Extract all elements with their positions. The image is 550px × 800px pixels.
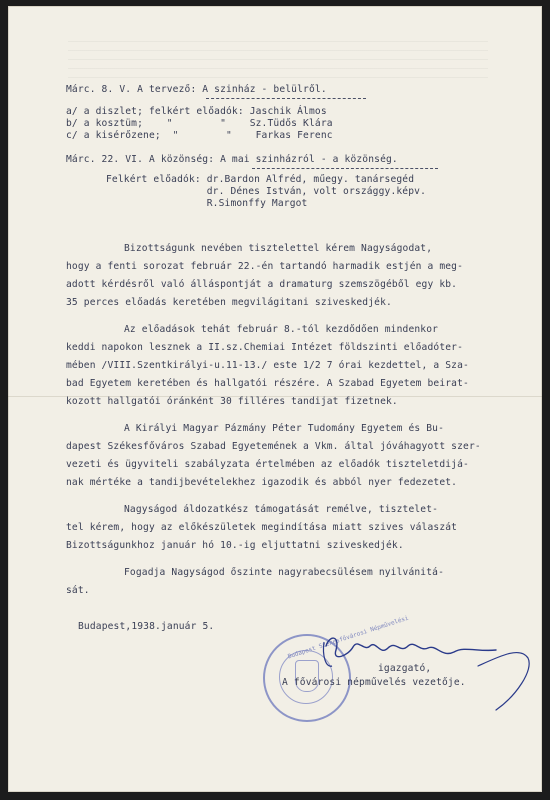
- body-line: dapest Székesfőváros Szabad Egyetemének a Vkm. által jóváhagyott szer-: [66, 441, 481, 452]
- place-date: Budapest,1938.január 5.: [78, 621, 215, 632]
- body-line: vezeti és ügyviteli szabályzata értelmében az előadók tiszteletdijá-: [66, 459, 469, 470]
- program-line-2: a/ a diszlet; felkért előadók: Jaschik Álmos: [66, 106, 327, 117]
- program-line-1: Márc. 8. V. A tervező: A szinház - belülről.: [66, 84, 327, 95]
- program-line-4: c/ a kisérőzene; " " Farkas Ferenc: [66, 130, 333, 141]
- signer-title: igazgató,: [378, 663, 432, 674]
- body-line: Nagyságod áldozatkész támogatását remélve, tisztelet-: [124, 504, 439, 515]
- letter-page: [8, 6, 542, 792]
- body-line: Fogadja Nagyságod őszinte nagyrabecsülésem nyilvánitá-: [124, 567, 444, 578]
- program-line-3: b/ a kosztüm; " " Sz.Tüdős Klára: [66, 118, 333, 129]
- body-line: Az előadások tehát február 8.-tól kezdődően mindenkor: [124, 324, 439, 335]
- speakers-line-3: R.Simonffy Margot: [106, 198, 308, 209]
- body-line: hogy a fenti sorozat február 22.-én tartandó harmadik estjén a meg-: [66, 261, 464, 272]
- program-line-5: Márc. 22. VI. A közönség: A mai szinházról - a közönség.: [66, 154, 398, 165]
- signer-office: A fővárosi népművelés vezetője.: [282, 677, 466, 688]
- body-line: mében /VIII.Szentkirályi-u.11-13./ este 1/2 7 órai kezdettel, a Sza-: [66, 360, 469, 371]
- handwritten-signature: [8, 6, 542, 792]
- body-line: Bizottságunk nevében tisztelettel kérem Nagyságodat,: [124, 243, 433, 254]
- body-line: kozott hallgatói óránként 30 filléres tandijat fizetnek.: [66, 396, 398, 407]
- body-line: 35 perces előadás keretében megvilágitani sziveskedjék.: [66, 297, 392, 308]
- body-line: nak mértéke a tandijbevételekhez igazodik és abból nyer fedezetet.: [66, 477, 458, 488]
- body-line: Bizottságunkhoz január hó 10.-ig eljuttatni sziveskedjék.: [66, 540, 404, 551]
- speakers-line-1: Felkért előadók: dr.Bardon Alfréd, műegy. tanársegéd: [106, 174, 415, 185]
- body-line: keddi napokon lesznek a II.sz.Chemiai Intézet földszinti előadóter-: [66, 342, 464, 353]
- body-line: adott kérdésről való álláspontját a dramaturg szemszögéből egy kb.: [66, 279, 458, 290]
- body-line: A Királyi Magyar Pázmány Péter Tudomány Egyetem és Bu-: [124, 423, 444, 434]
- body-line: sát.: [66, 585, 90, 596]
- body-line: bad Egyetem keretében és hallgatói részére. A Szabad Egyetem beirat-: [66, 378, 469, 389]
- speakers-line-2: dr. Dénes István, volt országgy.képv.: [106, 186, 426, 197]
- stamp-text: Budapest Székesfővárosi Népművelési: [287, 614, 410, 661]
- body-line: tel kérem, hogy az előkészületek megindítása miatt szives válaszát: [66, 522, 458, 533]
